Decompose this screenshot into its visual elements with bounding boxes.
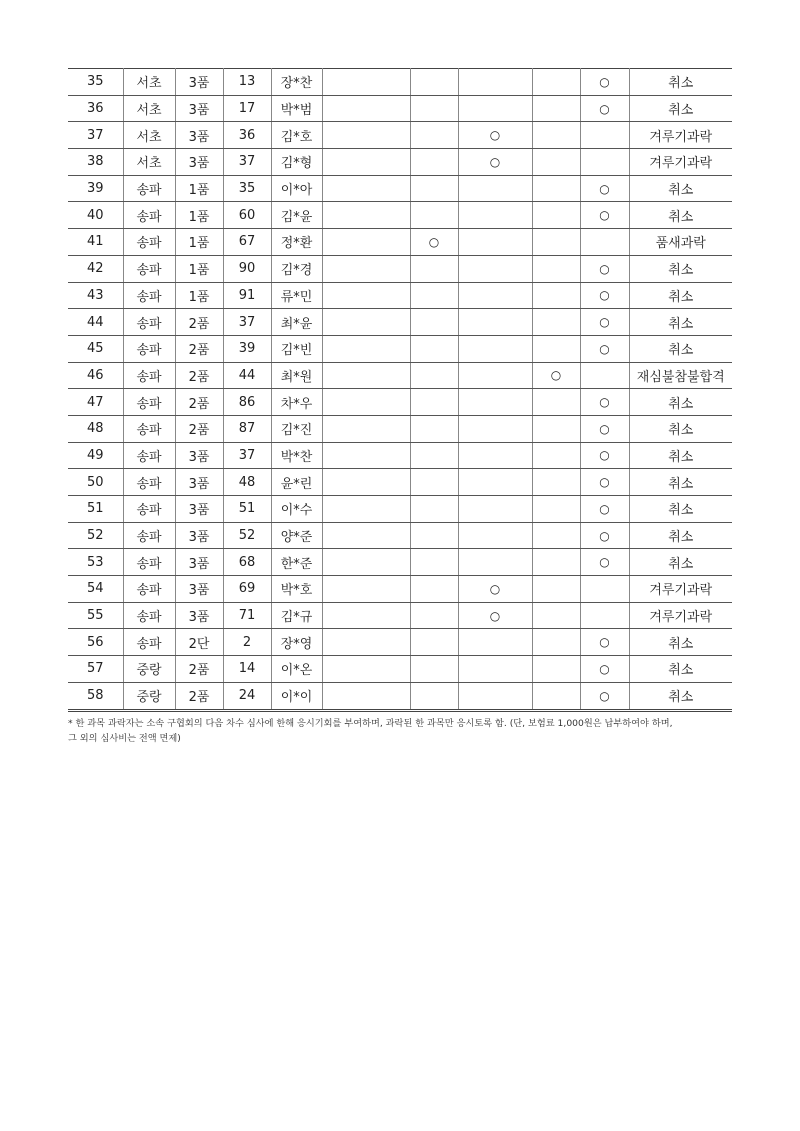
check-cell-1 [322,362,410,389]
check-cell-2 [410,95,458,122]
check-cell-1 [322,576,410,603]
check-cell-4 [532,309,580,336]
table-row [68,629,732,656]
check-cell-3: ○ [458,122,532,149]
footnote-line-2: 그 외의 심사비는 전액 면제) [68,732,181,744]
check-cell-1 [322,469,410,496]
row-number-cell: 50 [68,469,123,496]
grade-cell: 1품 [175,282,223,309]
row-number-cell: 58 [68,682,123,710]
check-cell-5: ○ [580,202,629,229]
name-cell: 장*찬 [271,69,322,96]
branch-cell: 송파 [123,255,175,282]
row-number-cell: 54 [68,576,123,603]
check-cell-1 [322,682,410,710]
check-cell-1 [322,496,410,523]
remark-cell: 재심불참불합격 [629,362,732,389]
check-cell-5: ○ [580,496,629,523]
row-number-cell: 36 [68,95,123,122]
remark-cell: 취소 [629,335,732,362]
name-cell: 장*영 [271,629,322,656]
table-row [68,282,732,309]
remark-cell: 취소 [629,682,732,710]
check-cell-2 [410,629,458,656]
branch-cell: 송파 [123,335,175,362]
check-cell-2 [410,415,458,442]
table-row [68,175,732,202]
table-row [68,229,732,256]
row-number-cell: 57 [68,656,123,683]
check-cell-5 [580,149,629,176]
check-cell-2 [410,656,458,683]
check-cell-1 [322,656,410,683]
check-cell-3 [458,309,532,336]
branch-cell: 송파 [123,496,175,523]
grade-cell: 2품 [175,309,223,336]
check-cell-1 [322,255,410,282]
check-cell-2 [410,362,458,389]
remark-cell: 취소 [629,389,732,416]
check-cell-3 [458,469,532,496]
check-cell-4 [532,602,580,629]
row-number-cell: 35 [68,69,123,96]
check-cell-5 [580,602,629,629]
name-cell: 김*규 [271,602,322,629]
grade-cell: 3품 [175,496,223,523]
check-cell-5: ○ [580,629,629,656]
check-cell-2 [410,122,458,149]
check-cell-3 [458,229,532,256]
check-cell-5: ○ [580,442,629,469]
grade-cell: 2품 [175,362,223,389]
check-cell-3 [458,629,532,656]
check-cell-1 [322,442,410,469]
check-cell-4 [532,389,580,416]
row-number-cell: 52 [68,522,123,549]
branch-cell: 송파 [123,309,175,336]
table-row [68,576,732,603]
check-cell-5: ○ [580,282,629,309]
branch-cell: 송파 [123,175,175,202]
remark-cell: 취소 [629,95,732,122]
branch-cell: 서초 [123,95,175,122]
name-cell: 이*이 [271,682,322,710]
grade-cell: 3품 [175,469,223,496]
row-number-cell: 38 [68,149,123,176]
branch-cell: 송파 [123,415,175,442]
row-number-cell: 41 [68,229,123,256]
name-cell: 류*민 [271,282,322,309]
table-body [68,69,732,711]
check-cell-1 [322,629,410,656]
exam-number-cell: 37 [223,442,271,469]
exam-number-cell: 51 [223,496,271,523]
row-number-cell: 51 [68,496,123,523]
check-cell-3 [458,175,532,202]
grade-cell: 1품 [175,175,223,202]
remark-cell: 겨루기과락 [629,602,732,629]
branch-cell: 송파 [123,389,175,416]
check-cell-1 [322,389,410,416]
table-row [68,335,732,362]
check-cell-4 [532,496,580,523]
check-cell-1 [322,202,410,229]
results-table [68,68,732,712]
name-cell: 이*온 [271,656,322,683]
name-cell: 김*형 [271,149,322,176]
check-cell-3 [458,682,532,710]
row-number-cell: 47 [68,389,123,416]
name-cell: 김*호 [271,122,322,149]
check-cell-3 [458,95,532,122]
exam-number-cell: 39 [223,335,271,362]
name-cell: 양*준 [271,522,322,549]
check-cell-1 [322,229,410,256]
name-cell: 박*호 [271,576,322,603]
table-row [68,496,732,523]
exam-number-cell: 37 [223,309,271,336]
check-cell-5: ○ [580,95,629,122]
check-cell-2 [410,69,458,96]
branch-cell: 송파 [123,229,175,256]
grade-cell: 1품 [175,255,223,282]
grade-cell: 1품 [175,229,223,256]
check-cell-4 [532,682,580,710]
check-cell-4 [532,576,580,603]
check-cell-1 [322,415,410,442]
remark-cell: 취소 [629,282,732,309]
results-sheet [68,68,732,746]
check-cell-1 [322,175,410,202]
name-cell: 박*찬 [271,442,322,469]
exam-number-cell: 67 [223,229,271,256]
name-cell: 김*진 [271,415,322,442]
row-number-cell: 56 [68,629,123,656]
remark-cell: 겨루기과락 [629,576,732,603]
exam-number-cell: 37 [223,149,271,176]
exam-number-cell: 90 [223,255,271,282]
grade-cell: 3품 [175,576,223,603]
check-cell-2 [410,335,458,362]
table-row [68,362,732,389]
grade-cell: 3품 [175,522,223,549]
branch-cell: 서초 [123,69,175,96]
grade-cell: 3품 [175,69,223,96]
check-cell-5 [580,122,629,149]
name-cell: 김*윤 [271,202,322,229]
exam-number-cell: 69 [223,576,271,603]
table-row [68,309,732,336]
exam-number-cell: 44 [223,362,271,389]
name-cell: 윤*린 [271,469,322,496]
branch-cell: 서초 [123,149,175,176]
check-cell-2: ○ [410,229,458,256]
check-cell-5: ○ [580,175,629,202]
row-number-cell: 46 [68,362,123,389]
row-number-cell: 49 [68,442,123,469]
row-number-cell: 48 [68,415,123,442]
branch-cell: 송파 [123,442,175,469]
row-number-cell: 53 [68,549,123,576]
check-cell-1 [322,602,410,629]
grade-cell: 2품 [175,682,223,710]
check-cell-2 [410,255,458,282]
branch-cell: 송파 [123,282,175,309]
row-number-cell: 45 [68,335,123,362]
exam-number-cell: 68 [223,549,271,576]
table-row [68,69,732,96]
check-cell-1 [322,122,410,149]
table-row [68,202,732,229]
check-cell-2 [410,576,458,603]
check-cell-4 [532,69,580,96]
grade-cell: 2단 [175,629,223,656]
table-row [68,389,732,416]
remark-cell: 취소 [629,202,732,229]
row-number-cell: 55 [68,602,123,629]
check-cell-3 [458,656,532,683]
remark-cell: 취소 [629,629,732,656]
table-row [68,149,732,176]
exam-number-cell: 91 [223,282,271,309]
branch-cell: 송파 [123,549,175,576]
check-cell-4 [532,122,580,149]
check-cell-5: ○ [580,522,629,549]
check-cell-4 [532,282,580,309]
check-cell-5: ○ [580,682,629,710]
name-cell: 최*윤 [271,309,322,336]
check-cell-4 [532,335,580,362]
name-cell: 김*빈 [271,335,322,362]
check-cell-2 [410,175,458,202]
table-row [68,682,732,710]
check-cell-2 [410,682,458,710]
remark-cell: 취소 [629,255,732,282]
check-cell-2 [410,442,458,469]
table-row [68,95,732,122]
exam-number-cell: 48 [223,469,271,496]
branch-cell: 송파 [123,602,175,629]
exam-number-cell: 17 [223,95,271,122]
exam-number-cell: 13 [223,69,271,96]
check-cell-4 [532,415,580,442]
check-cell-4 [532,175,580,202]
table-row [68,255,732,282]
exam-number-cell: 86 [223,389,271,416]
check-cell-2 [410,496,458,523]
exam-number-cell: 36 [223,122,271,149]
check-cell-1 [322,309,410,336]
name-cell: 이*수 [271,496,322,523]
check-cell-4 [532,629,580,656]
grade-cell: 2품 [175,415,223,442]
check-cell-5: ○ [580,549,629,576]
name-cell: 정*환 [271,229,322,256]
check-cell-5: ○ [580,389,629,416]
footnote [68,716,732,746]
remark-cell: 품새과락 [629,229,732,256]
check-cell-5: ○ [580,656,629,683]
branch-cell: 송파 [123,202,175,229]
check-cell-3 [458,202,532,229]
exam-number-cell: 60 [223,202,271,229]
table-row [68,415,732,442]
check-cell-4: ○ [532,362,580,389]
row-number-cell: 37 [68,122,123,149]
check-cell-3 [458,415,532,442]
table-row [68,122,732,149]
name-cell: 김*경 [271,255,322,282]
table-row [68,522,732,549]
check-cell-5 [580,576,629,603]
check-cell-3: ○ [458,576,532,603]
check-cell-1 [322,149,410,176]
check-cell-1 [322,522,410,549]
check-cell-5: ○ [580,309,629,336]
check-cell-3 [458,362,532,389]
grade-cell: 3품 [175,442,223,469]
branch-cell: 송파 [123,362,175,389]
grade-cell: 2품 [175,389,223,416]
check-cell-3: ○ [458,149,532,176]
grade-cell: 3품 [175,549,223,576]
check-cell-2 [410,202,458,229]
check-cell-2 [410,602,458,629]
branch-cell: 중랑 [123,656,175,683]
check-cell-2 [410,549,458,576]
check-cell-4 [532,95,580,122]
table-row [68,469,732,496]
name-cell: 최*원 [271,362,322,389]
table-row [68,602,732,629]
check-cell-4 [532,149,580,176]
remark-cell: 취소 [629,69,732,96]
branch-cell: 서초 [123,122,175,149]
name-cell: 한*준 [271,549,322,576]
check-cell-5 [580,362,629,389]
grade-cell: 3품 [175,602,223,629]
check-cell-3 [458,335,532,362]
check-cell-5 [580,229,629,256]
check-cell-5: ○ [580,335,629,362]
remark-cell: 취소 [629,549,732,576]
check-cell-2 [410,389,458,416]
branch-cell: 송파 [123,576,175,603]
branch-cell: 송파 [123,629,175,656]
table-row [68,549,732,576]
check-cell-4 [532,202,580,229]
check-cell-3 [458,282,532,309]
remark-cell: 취소 [629,522,732,549]
row-number-cell: 44 [68,309,123,336]
check-cell-1 [322,282,410,309]
name-cell: 이*아 [271,175,322,202]
check-cell-4 [532,229,580,256]
exam-number-cell: 71 [223,602,271,629]
branch-cell: 중랑 [123,682,175,710]
name-cell: 차*우 [271,389,322,416]
table-row [68,442,732,469]
check-cell-3 [458,549,532,576]
grade-cell: 1품 [175,202,223,229]
footnote-line-1: * 한 과목 과락자는 소속 구협회의 다음 차수 심사에 한해 응시기회를 부여하며, 과락된 한 과목만 응시토록 함. (단, 보험료 1,000원은 납부하여야 하며, [68,717,673,729]
exam-number-cell: 35 [223,175,271,202]
exam-number-cell: 52 [223,522,271,549]
check-cell-1 [322,95,410,122]
check-cell-3 [458,389,532,416]
check-cell-2 [410,149,458,176]
check-cell-3: ○ [458,602,532,629]
table-row [68,656,732,683]
branch-cell: 송파 [123,469,175,496]
branch-cell: 송파 [123,522,175,549]
remark-cell: 겨루기과락 [629,149,732,176]
row-number-cell: 40 [68,202,123,229]
remark-cell: 취소 [629,442,732,469]
check-cell-3 [458,496,532,523]
check-cell-2 [410,522,458,549]
check-cell-2 [410,282,458,309]
check-cell-5: ○ [580,469,629,496]
check-cell-4 [532,442,580,469]
check-cell-3 [458,69,532,96]
row-number-cell: 42 [68,255,123,282]
exam-number-cell: 2 [223,629,271,656]
check-cell-3 [458,522,532,549]
check-cell-1 [322,335,410,362]
remark-cell: 취소 [629,175,732,202]
remark-cell: 취소 [629,309,732,336]
remark-cell: 취소 [629,496,732,523]
grade-cell: 2품 [175,335,223,362]
check-cell-4 [532,549,580,576]
remark-cell: 취소 [629,469,732,496]
exam-number-cell: 24 [223,682,271,710]
remark-cell: 취소 [629,415,732,442]
check-cell-2 [410,309,458,336]
check-cell-3 [458,255,532,282]
remark-cell: 취소 [629,656,732,683]
check-cell-4 [532,522,580,549]
exam-number-cell: 87 [223,415,271,442]
exam-number-cell: 14 [223,656,271,683]
check-cell-5: ○ [580,69,629,96]
check-cell-3 [458,442,532,469]
check-cell-4 [532,469,580,496]
check-cell-1 [322,549,410,576]
remark-cell: 겨루기과락 [629,122,732,149]
grade-cell: 3품 [175,95,223,122]
grade-cell: 3품 [175,149,223,176]
check-cell-2 [410,469,458,496]
check-cell-4 [532,656,580,683]
name-cell: 박*범 [271,95,322,122]
grade-cell: 2품 [175,656,223,683]
check-cell-5: ○ [580,255,629,282]
check-cell-5: ○ [580,415,629,442]
row-number-cell: 39 [68,175,123,202]
row-number-cell: 43 [68,282,123,309]
grade-cell: 3품 [175,122,223,149]
check-cell-1 [322,69,410,96]
check-cell-4 [532,255,580,282]
